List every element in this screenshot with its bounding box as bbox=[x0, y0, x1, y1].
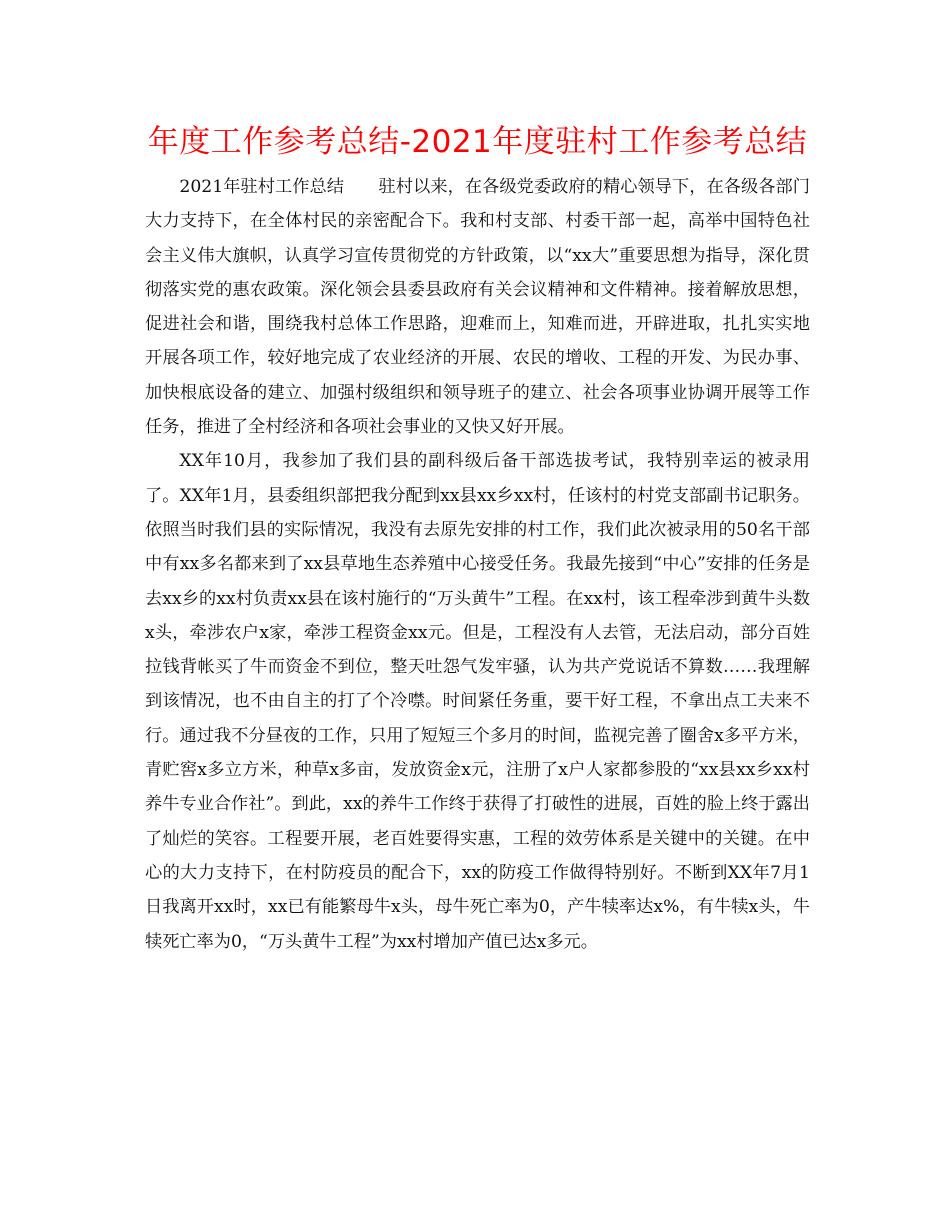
document-body bbox=[145, 170, 810, 959]
document-title: 年度工作参考总结-2021年度驻村工作参考总结 bbox=[147, 124, 808, 160]
paragraph-2: XX年10月，我参加了我们县的副科级后备干部选拔考试，我特别幸运的被录用了。XX年1月，县委组织部把我分配到xx县xx乡xx村，任该村的村党支部副书记职务。依照当时我们县的实际情况，我没有去原先安排的村工作，我们此次被录用的50名干部中有xx多名都来到了xx县草地生态养殖中心接受任务。我最先接到“中心”安排的任务是去xx乡的xx村负责xx县在该村施行的“万头黄牛”工程。在xx村，该工程牵涉到黄牛头数x头，牵涉农户x家，牵涉工程资金xx元。但是，工程没有人去管，无法启动，部分百姓拉钱背帐买了牛而资金不到位，整天吐怨气发牢骚，认为共产党说话不算数……我理解到该情况，也不由自主的打了个冷噤。时间紧任务重，要干好工程，不拿出点工夫来不行。通过我不分昼夜的工作，只用了短短三个多月的时间，监视完善了圈舍x多平方米，青贮窖x多立方米，种草x多亩，发放资金x元，注册了x户人家都参股的“xx县xx乡xx村养牛专业合作社”。到此，xx的养牛工作终于获得了打破性的进展，百姓的脸上终于露出了灿烂的笑容。工程要开展，老百姓要得实惠，工程的效劳体系是关键中的关键。在中心的大力支持下，在村防疫员的配合下，xx的防疫工作做得特别好。不断到XX年7月1日我离开xx时，xx已有能繁母牛x头，母牛死亡率为0，产牛犊率达x%，有牛犊x头，牛犊死亡率为0，“万头黄牛工程”为xx村增加产值已达x多元。 bbox=[145, 451, 810, 952]
paragraph-1: 2021年驻村工作总结 驻村以来，在各级党委政府的精心领导下，在各级各部门大力支持下，在全体村民的亲密配合下。我和村支部、村委干部一起，高举中国特色社会主义伟大旗帜，认真学习宣传贯彻党的方针政策，以“xx大”重要思想为指导，深化贯彻落实党的惠农政策。深化领会县委县政府有关会议精神和文件精神。接着解放思想，促进社会和谐，围绕我村总体工作思路，迎难而上，知难而进，开辟进取，扎扎实实地开展各项工作，较好地完成了农业经济的开展、农民的增收、工程的开发、为民办事、加快根底设备的建立、加强村级组织和领导班子的建立、社会各项事业协调开展等工作任务，推进了全村经济和各项社会事业的又快又好开展。 bbox=[145, 177, 810, 438]
